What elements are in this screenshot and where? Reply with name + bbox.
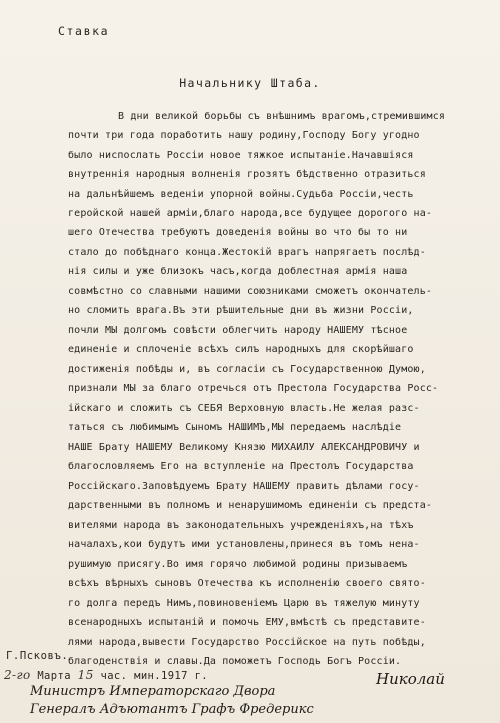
body-line: В дни великой борьбы съ внѣшнимъ врагомъ,стремившимся [118,111,446,122]
body-line: таться съ любимымъ Сыномъ НАШИМЪ,МЫ передаемъ наслѣдіе [68,422,402,433]
body-line: лями народа,вывести Государство Россійское на путь побѣды, [68,637,426,648]
date-hour-handwritten: 15 [77,668,94,682]
date-line [4,668,208,682]
body-line: началахъ,кои будутъ ими установлены,принеся въ томъ нена- [68,539,420,550]
body-line: было ниспослать Россіи новое тяжкое испытаніе.Начавшіяся [68,150,414,161]
date-rest: час. мин.1917 г. [100,670,209,682]
body-line: совмѣстно со славными нашими союзниками сможетъ окончатель- [68,286,433,297]
place-line: Г.Псковъ. [6,650,69,662]
body-line: стало до побѣднаго конца.Жестокій врагъ напрягаетъ послѣд- [68,247,426,258]
header-stavka: Ставка [58,24,110,38]
body-line: дарственными въ полномъ и ненарушимомъ единеніи съ предста- [68,500,433,511]
body-line: шего Отечества требуютъ доведенія войны во что бы то ни [68,227,408,238]
body-line: всенародныхъ испытаній и помочь ЕМУ,вмѣстѣ съ представите- [68,617,426,628]
body-line: благословляемъ Его на вступленіе на Престолъ Государства [68,461,414,472]
tsar-signature: Николай [376,670,445,688]
date-month: Марта [37,670,71,682]
date-day-handwritten: 2-го [4,668,31,682]
body-line: единеніе и сплоченіе всѣхъ силъ народныхъ для скорѣйшаго [68,344,414,355]
body-line: признали МЫ за благо отречься отъ Престола Государства Росс- [68,383,439,394]
body-line: почти три года поработить нашу родину,Господу Богу угодно [68,130,420,141]
body-line: геройской нашей арміи,благо народа,все будущее дорогого на- [68,208,433,219]
body-line: всѣхъ вѣрныхъ сыновъ Отечества къ исполненію своего свято- [68,578,426,589]
body-line: благоденствія и славы.Да поможетъ Господь Богъ Россіи. [68,656,402,667]
body-line: на дальнѣйшемъ веденіи упорной войны.Судьба Россіи,честь [68,189,414,200]
countersignature-name: Генералъ Адъютантъ Графъ Фредерикс [30,702,314,717]
body-line: вителями народа въ законодательныхъ учрежденіяхъ,на тѣхъ [68,520,414,531]
body-line: го долга передъ Нимъ,повиновеніемъ Царю въ тяжелую минуту [68,598,420,609]
body-line: нія силы и уже близокъ часъ,когда доблестная армія наша [68,266,408,277]
body-line: достиженія побѣды и, въ согласіи съ Государственною Думою, [68,364,426,375]
body-line: но сломить врага.Въ эти рѣшительные дни въ жизни Россіи, [68,305,414,316]
body-line: рушимую присягу.Во имя горячо любимой родины призываемъ [68,559,408,570]
body-line: Россійскаго.Заповѣдуемъ Брату НАШЕМУ править дѣлами госу- [68,481,420,492]
body-line: внутреннія народныя волненія грозятъ бѣдственно отразиться [68,169,426,180]
body-line: ійскаго и сложить съ СЕБЯ Верховную власть.Не желая разс- [68,403,420,414]
body-line: НАШЕ Брату НАШЕМУ Великому Князю МИХАИЛУ АЛЕКСАНДРОВИЧУ и [68,442,420,453]
body-line: почли МЫ долгомъ совѣсти облегчить народу НАШЕМУ тѣсное [68,325,408,336]
addressee-line: Начальнику Штаба. [179,76,321,90]
countersignature-title: Министръ Императорскаго Двора [30,684,276,699]
